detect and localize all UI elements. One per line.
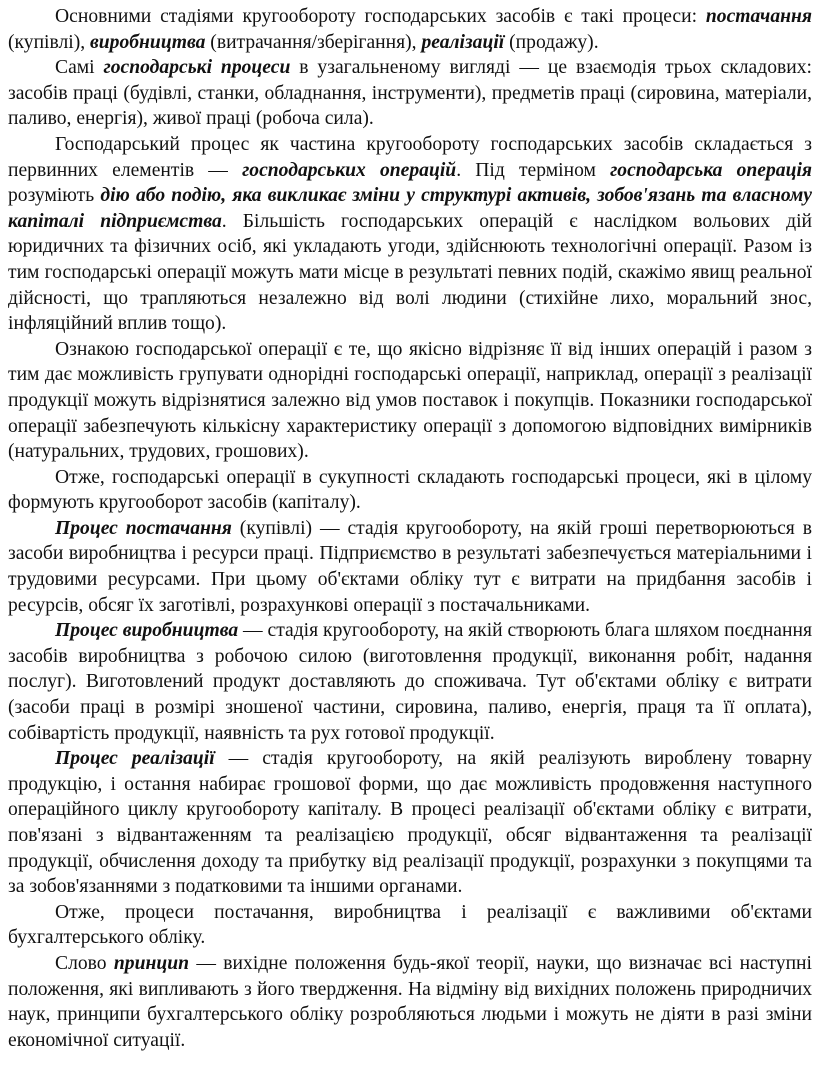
term-business-processes: господарські процеси [103, 57, 291, 79]
paragraph-principle [8, 951, 812, 1053]
paragraph-operation-feature [8, 337, 812, 465]
text-run: Слово [55, 952, 114, 974]
text-run: — стадія кругообороту, на якій реалізують вироблену товарну продукцію, і остання набирає грошової форми, що дає можливість продовження наступного операційного циклу кругообороту капіталу. В процесі реалізації об'єктами обліку є витрати, пов'язані з відвантаженням та реалізацією продукції, обсяг відвантаження та реалізації продукції, обчислення доходу та прибутку від реалізації продукції, розрахунки з покупцями та за зобов'язаннями з податковими та іншими органами. [8, 748, 812, 898]
paragraph-sales-process [8, 746, 812, 900]
document-body [8, 4, 812, 1053]
text-run: (витрачання/зберігання), [205, 31, 422, 53]
text-run: Самі [55, 57, 104, 79]
term-production: виробництва [90, 31, 206, 53]
text-run: розуміють [8, 185, 101, 207]
term-business-operations: господарських операцій [242, 159, 457, 181]
text-run: . Більшість господарських операцій є наслідком вольових дій юридичних та фізичних осіб, які укладають угоди, здійснюють технологічні операції. Разом із тим господарські операції можуть мати місце в результаті певних подій, скажімо явищ реальної дійсності, що трапляються незалежно від волі людини (стихійне лихо, моральний знос, інфляційний вплив тощо). [8, 210, 813, 335]
text-run: Господарський процес як частина кругообороту господарських засобів складається з первинних елементів — [8, 133, 812, 181]
text-run: (купівлі) — стадія кругообороту, на якій гроші перетворюються в засоби виробництва і ресурси праці. Підприємство в результаті забезпечується матеріальними і трудовими ресурсами. При цьому об'єктами обліку тут є витрати на придбання засобів і ресурсів, обсяг їх заготівлі, розрахункові операції з постачальниками. [8, 517, 812, 616]
paragraph-supply-process [8, 516, 812, 618]
text-run: (купівлі), [8, 31, 91, 53]
term-sales: реалізації [421, 31, 505, 53]
definition-business-operation: дію або подію, яка викликає зміни у структурі активів, зобов'язань та власному капіталі підприємства [8, 185, 812, 232]
text-run: в узагальненому вигляді — це взаємодія трьох складових: засобів праці (будівлі, станки, обладнання, інструменти), предметів праці (сировина, матеріали, паливо, енергія), живої праці (робоча сила). [8, 57, 812, 130]
paragraph-business-operation [8, 132, 812, 337]
text-run: Отже, процеси постачання, виробництва і реалізації є важливими об'єктами бухгалтерського обліку. [8, 901, 812, 949]
term-principle: принцип [113, 952, 190, 974]
paragraph-process-stages [8, 4, 812, 55]
term-supply: постачання [705, 6, 812, 27]
text-run: — стадія кругообороту, на якій створюють блага шляхом поєднання засобів виробництва з робочою силою (виготовлення продукції, виконання робіт, надання послуг). Виготовлений продукт доставляють до споживача. Тут об'єктами обліку є витрати (засоби праці в розмірі зношеної частини, сировина, паливо, енергія, праця та її оплата), собівартість продукції, наявність та рух готової продукції. [8, 620, 812, 744]
term-sales-process: Процес реалізації [55, 748, 215, 770]
paragraph-production-process [8, 618, 812, 746]
text-run: — вихідне положення будь-якої теорії, науки, що визначає всі наступні положення, які випливають з його твердження. На відміну від вихідних положень природничих наук, принципи бухгалтерського обліку розробляються людьми і можуть не діяти в разі зміни економічної ситуації. [8, 952, 812, 1051]
text-run: Основними стадіями кругообороту господарських засобів є такі процеси: [55, 6, 706, 27]
paragraph-business-processes [8, 55, 812, 132]
paragraph-processes-conclusion [8, 900, 812, 951]
term-business-operation: господарська операція [610, 159, 813, 181]
text-run: (продажу). [504, 31, 599, 53]
text-run: Ознакою господарської операції є те, що якісно відрізняє її від інших операцій і разом з тим дає можливість групувати однорідні господарські операції, наприклад, операції з реалізації продукції можуть відрізнятися залежно від умов поставок і покупців. Показники господарської операції забезпечують кількісну характеристику операції з допомогою відповідних вимірників (натуральних, трудових, грошових). [8, 338, 812, 463]
text-run: . Під терміном [456, 159, 611, 181]
term-supply-process: Процес постачання [55, 517, 232, 539]
paragraph-operations-summary [8, 465, 812, 516]
term-production-process: Процес виробництва [55, 620, 239, 642]
text-run: Отже, господарські операції в сукупності складають господарські процеси, які в цілому формують кругооборот засобів (капіталу). [8, 466, 812, 514]
